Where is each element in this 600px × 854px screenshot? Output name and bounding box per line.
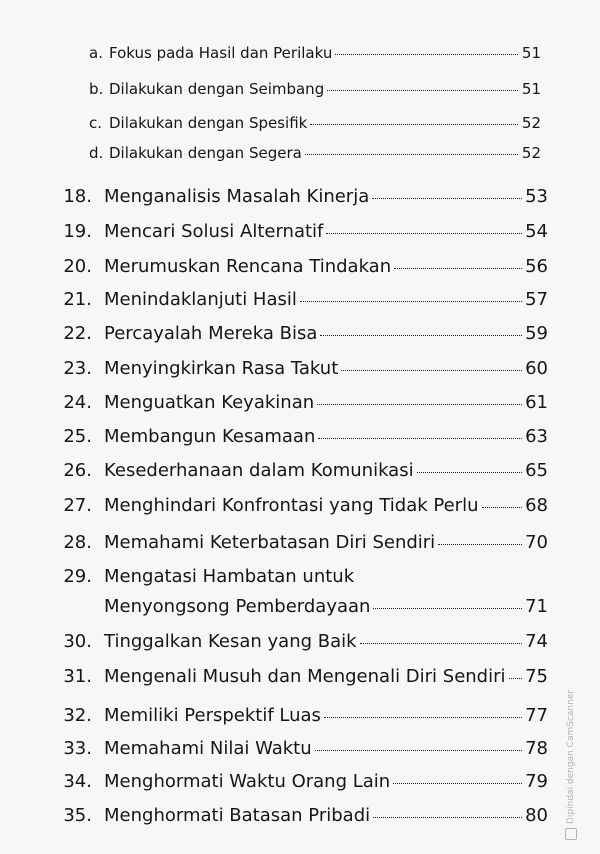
entry-number: 24.	[63, 392, 92, 413]
toc-subitem-d	[89, 144, 541, 162]
entry-number: 31.	[63, 666, 92, 687]
dot-leader	[324, 717, 522, 718]
subitem-letter: c.	[89, 114, 103, 132]
subitem-page: 52	[521, 144, 541, 162]
entry-title: Percayalah Mereka Bisa	[104, 323, 318, 344]
entry-title: Tinggalkan Kesan yang Baik	[104, 631, 357, 652]
toc-entry-31	[40, 666, 548, 687]
toc-subitem-b	[89, 80, 541, 98]
toc-entry-29-continuation	[104, 596, 548, 617]
entry-page: 65	[525, 460, 548, 481]
entry-title: Kesederhanaan dalam Komunikasi	[104, 460, 414, 481]
entry-title: Menguatkan Keyakinan	[104, 392, 315, 413]
toc-entry-27	[40, 495, 548, 516]
toc-entry-30	[40, 631, 548, 652]
entry-title-line2: Menyongsong Pemberdayaan	[104, 596, 371, 617]
entry-number: 26.	[63, 460, 92, 481]
entry-page: 57	[525, 289, 548, 310]
entry-title: Merumuskan Rencana Tindakan	[104, 256, 392, 277]
subitem-page: 51	[521, 80, 541, 98]
dot-leader	[372, 198, 522, 199]
watermark-text: Dipindai dengan CamScanner	[566, 689, 576, 824]
entry-number: 33.	[63, 738, 92, 759]
entry-title: Memahami Nilai Waktu	[104, 738, 312, 759]
dot-leader	[373, 608, 522, 609]
toc-subitem-c	[89, 114, 541, 132]
dot-leader	[393, 783, 522, 784]
dot-leader	[482, 507, 523, 508]
dot-leader	[300, 301, 522, 302]
dot-leader	[318, 438, 522, 439]
toc-entry-25	[40, 426, 548, 447]
toc-entry-19	[40, 221, 548, 242]
subitem-title: Dilakukan dengan Segera	[109, 144, 302, 162]
entry-number: 22.	[63, 323, 92, 344]
toc-entry-26	[40, 460, 548, 481]
toc-entry-24	[40, 392, 548, 413]
entry-number: 35.	[63, 805, 92, 826]
entry-title: Menganalisis Masalah Kinerja	[104, 186, 370, 207]
entry-page: 54	[525, 221, 548, 242]
entry-page: 68	[525, 495, 548, 516]
toc-entry-28	[40, 532, 548, 553]
subitem-letter: a.	[89, 44, 103, 62]
subitem-title: Dilakukan dengan Spesifik	[109, 114, 308, 132]
entry-page: 53	[525, 186, 548, 207]
entry-page: 77	[525, 705, 548, 726]
toc-entry-23	[40, 358, 548, 379]
entry-title: Mencari Solusi Alternatif	[104, 221, 324, 242]
toc-entry-18	[40, 186, 548, 207]
scanner-watermark	[562, 660, 580, 840]
entry-number: 19.	[63, 221, 92, 242]
dot-leader	[327, 90, 518, 91]
dot-leader	[438, 544, 522, 545]
toc-entry-35	[40, 805, 548, 826]
entry-page: 70	[525, 532, 548, 553]
dot-leader	[417, 472, 523, 473]
subitem-letter: d.	[89, 144, 104, 162]
entry-number: 27.	[63, 495, 92, 516]
subitem-title: Dilakukan dengan Seimbang	[109, 80, 325, 98]
entry-title: Menghormati Waktu Orang Lain	[104, 771, 391, 792]
subitem-page: 52	[521, 114, 541, 132]
entry-number: 23.	[63, 358, 92, 379]
dot-leader	[320, 335, 522, 336]
entry-page: 74	[525, 631, 548, 652]
dot-leader	[317, 404, 522, 405]
entry-title: Memiliki Perspektif Luas	[104, 705, 321, 726]
toc-entry-32	[40, 705, 548, 726]
toc-entry-21	[40, 289, 548, 310]
dot-leader	[305, 154, 518, 155]
toc-entry-34	[40, 771, 548, 792]
entry-title: Mengenali Musuh dan Mengenali Diri Sendiri	[104, 666, 506, 687]
dot-leader	[360, 643, 523, 644]
subitem-title: Fokus pada Hasil dan Perilaku	[109, 44, 333, 62]
entry-title: Menindaklanjuti Hasil	[104, 289, 297, 310]
toc-entry-20	[40, 256, 548, 277]
dot-leader	[310, 124, 518, 125]
entry-title: Menghormati Batasan Pribadi	[104, 805, 371, 826]
dot-leader	[326, 233, 522, 234]
entry-page: 71	[525, 596, 548, 617]
entry-page: 78	[525, 738, 548, 759]
entry-title: Menyingkirkan Rasa Takut	[104, 358, 339, 379]
entry-page: 63	[525, 426, 548, 447]
toc-subitem-a	[89, 44, 541, 62]
entry-page: 79	[525, 771, 548, 792]
dot-leader	[315, 750, 522, 751]
entry-page: 80	[525, 805, 548, 826]
toc-entry-29	[40, 566, 548, 587]
entry-page: 56	[525, 256, 548, 277]
subitem-letter: b.	[89, 80, 104, 98]
entry-number: 29.	[63, 566, 92, 587]
dot-leader	[335, 54, 518, 55]
entry-number: 25.	[63, 426, 92, 447]
dot-leader	[373, 817, 522, 818]
entry-number: 28.	[63, 532, 92, 553]
entry-title: Menghindari Konfrontasi yang Tidak Perlu	[104, 495, 479, 516]
entry-page: 60	[525, 358, 548, 379]
entry-page: 75	[525, 666, 548, 687]
dot-leader	[341, 370, 522, 371]
camscanner-icon	[565, 828, 577, 840]
toc-entry-33	[40, 738, 548, 759]
entry-number: 21.	[63, 289, 92, 310]
toc-entry-22	[40, 323, 548, 344]
entry-number: 20.	[63, 256, 92, 277]
entry-title: Membangun Kesamaan	[104, 426, 316, 447]
entry-number: 32.	[63, 705, 92, 726]
entry-title: Memahami Keterbatasan Diri Sendiri	[104, 532, 436, 553]
entry-title: Mengatasi Hambatan untuk	[104, 566, 355, 587]
entry-page: 59	[525, 323, 548, 344]
dot-leader	[509, 678, 523, 679]
entry-number: 18.	[63, 186, 92, 207]
entry-number: 34.	[63, 771, 92, 792]
subitem-page: 51	[521, 44, 541, 62]
dot-leader	[394, 268, 522, 269]
entry-page: 61	[525, 392, 548, 413]
entry-number: 30.	[63, 631, 92, 652]
